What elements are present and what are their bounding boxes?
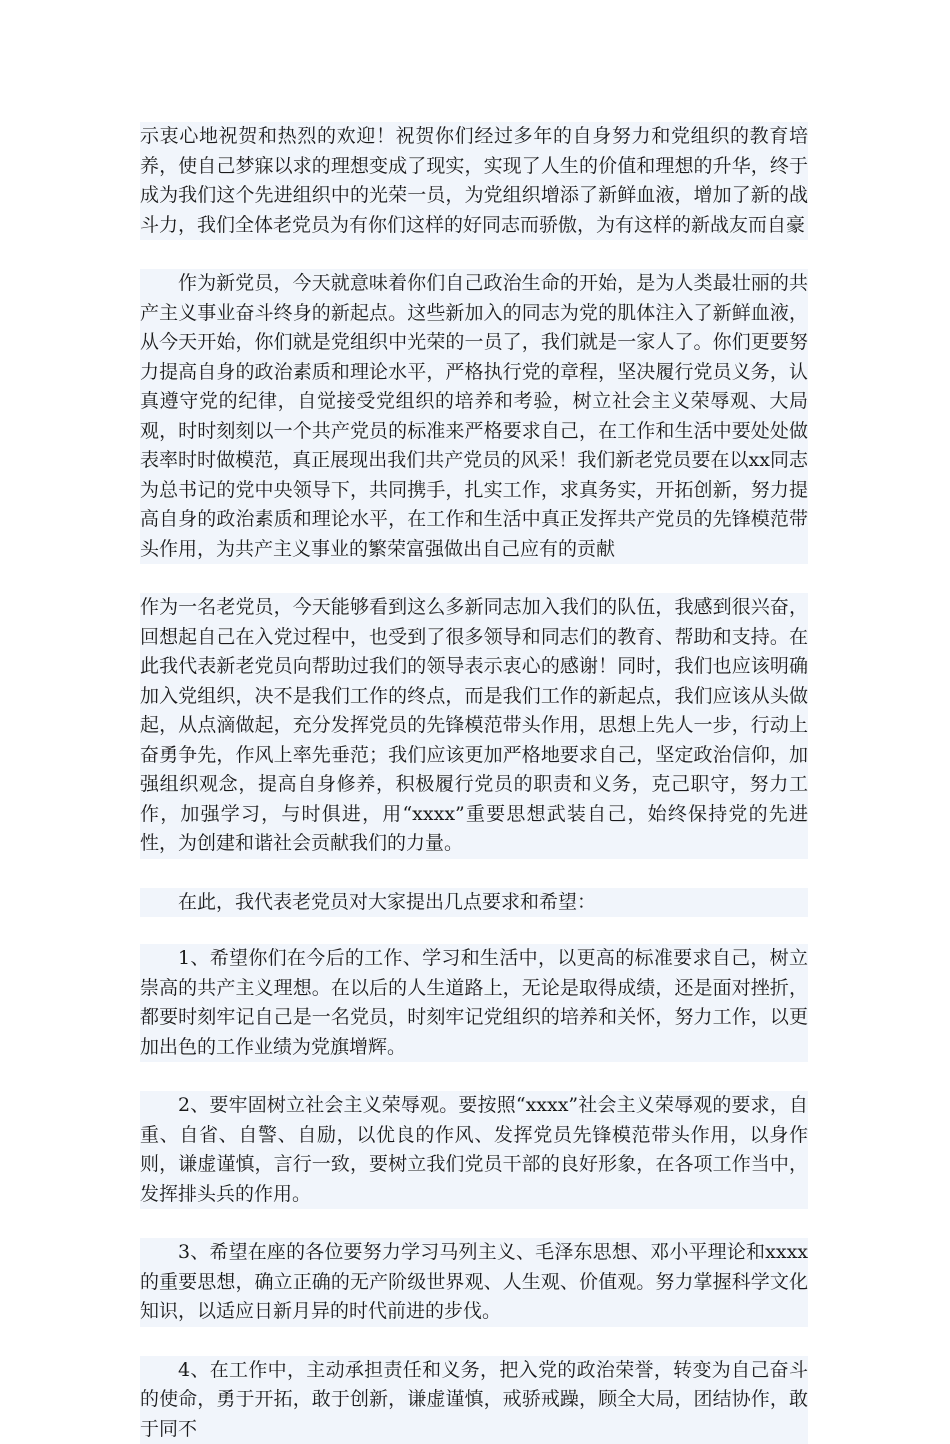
paragraph-spacer (140, 917, 808, 944)
paragraph-requirement-2: 2、要牢固树立社会主义荣辱观。要按照“xxxx”社会主义荣辱观的要求，自重、自省、自警、自励，以优良的作风、发挥党员先锋模范带头作用，以身作则，谦虚谨慎，言行一致，要树立我们党员干部的良好形象，在各项工作当中，发挥排头兵的作用。 (140, 1091, 808, 1209)
paragraph-spacer (140, 1327, 808, 1356)
paragraph-new-members: 作为新党员，今天就意味着你们自己政治生命的开始，是为人类最壮丽的共产主义事业奋斗终身的新起点。这些新加入的同志为党的肌体注入了新鲜血液，从今天开始，你们就是党组织中光荣的一员了，我们就是一家人了。你们更要努力提高自身的政治素质和理论水平，严格执行党的章程，坚决履行党员义务，认真遵守党的纪律，自觉接受党组织的培养和考验，树立社会主义荣辱观、大局观，时时刻刻以一个共产党员的标准来严格要求自己，在工作和生活中要处处做表率时时做模范，真正展现出我们共产党员的风采！我们新老党员要在以xx同志为总书记的党中央领导下，共同携手，扎实工作，求真务实，开拓创新，努力提高自身的政治素质和理论水平，在工作和生活中真正发挥共产党员的先锋模范带头作用，为共产主义事业的繁荣富强做出自己应有的贡献 (140, 269, 808, 564)
paragraph-requirement-4: 4、在工作中，主动承担责任和义务，把入党的政治荣誉，转变为自己奋斗的使命，勇于开拓，敢于创新，谦虚谨慎，戒骄戒躁，顾全大局，团结协作，敢于同不 (140, 1356, 808, 1444)
document-body (140, 122, 808, 1444)
paragraph-old-members: 作为一名老党员，今天能够看到这么多新同志加入我们的队伍，我感到很兴奋，回想起自己在入党过程中，也受到了很多领导和同志们的教育、帮助和支持。在此我代表新老党员向帮助过我们的领导表示衷心的感谢！同时，我们也应该明确加入党组织，决不是我们工作的终点，而是我们工作的新起点，我们应该从头做起，从点滴做起，充分发挥党员的先锋模范带头作用，思想上先人一步，行动上奋勇争先，作风上率先垂范；我们应该更加严格地要求自己，坚定政治信仰，加强组织观念，提高自身修养，积极履行党员的职责和义务，克己职守，努力工作，加强学习，与时俱进，用“xxxx”重要思想武装自己，始终保持党的先进性，为创建和谐社会贡献我们的力量。 (140, 593, 808, 859)
paragraph-spacer (140, 859, 808, 888)
paragraph-congratulations: 示衷心地祝贺和热烈的欢迎！祝贺你们经过多年的自身努力和党组织的教育培养，使自己梦寐以求的理想变成了现实，实现了人生的价值和理想的升华，终于成为我们这个先进组织中的光荣一员，为党组织增添了新鲜血液，增加了新的战斗力，我们全体老党员为有你们这样的好同志而骄傲，为有这样的新战友而自豪 (140, 122, 808, 240)
paragraph-spacer (140, 564, 808, 593)
paragraph-spacer (140, 1209, 808, 1238)
paragraph-requirement-1: 1、希望你们在今后的工作、学习和生活中，以更高的标准要求自己，树立崇高的共产主义理想。在以后的人生道路上，无论是取得成绩，还是面对挫折，都要时刻牢记自己是一名党员，时刻牢记党组织的培养和关怀，努力工作，以更加出色的工作业绩为党旗增辉。 (140, 944, 808, 1062)
paragraph-requirements-intro: 在此，我代表老党员对大家提出几点要求和希望： (140, 888, 808, 918)
paragraph-spacer (140, 240, 808, 269)
paragraph-requirement-3: 3、希望在座的各位要努力学习马列主义、毛泽东思想、邓小平理论和xxxx的重要思想，确立正确的无产阶级世界观、人生观、价值观。努力掌握科学文化知识，以适应日新月异的时代前进的步伐。 (140, 1238, 808, 1327)
paragraph-spacer (140, 1062, 808, 1091)
